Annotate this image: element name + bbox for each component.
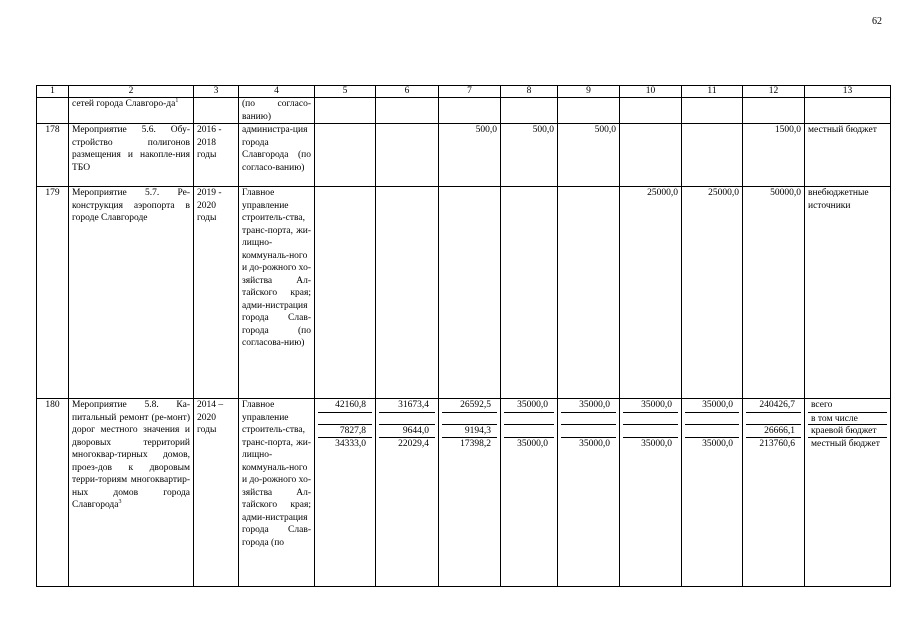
column-number-row — [37, 86, 891, 98]
col-header-9: 9 — [558, 86, 620, 98]
values-col-12: 240426,7 26666,1 213760,6 — [743, 399, 805, 587]
executor: Главное управление строитель-ства, транс-порта, жи-лищно-коммуналь-ного и до-рожного хо-зяйства Ал-тайского края; адми-нистрация города Слав-города (по — [239, 399, 315, 587]
values-col-6: 31673,4 9644,0 22029,4 — [376, 399, 439, 587]
table-row-continuation — [37, 98, 891, 124]
col-header-11: 11 — [682, 86, 743, 98]
table-row-180 — [37, 399, 891, 587]
col-header-4: 4 — [239, 86, 315, 98]
value-2017: 500,0 — [501, 124, 558, 187]
measure-name: Мероприятие 5.7. Ре-конструкция аэропорта в городе Славгороде — [69, 187, 194, 399]
row-number: 180 — [37, 399, 69, 587]
table-row-178 — [37, 124, 891, 187]
values-col-7: 26592,5 9194,3 17398,2 — [439, 399, 501, 587]
table-row-179 — [37, 187, 891, 399]
budget-table — [36, 85, 891, 587]
measure-name: Мероприятие 5.8. Ка-питальный ремонт (ре-монт) дорог местного значения и дворовых территорий многоквар-тирных домов, проез-дов к дворовым терри-ториям многоквартир-ных домов города Славгорода$^3$ — [69, 399, 194, 587]
col-header-1: 1 — [37, 86, 69, 98]
executor: Главное управление строитель-ства, транс-порта, жи-лищно-коммуналь-ного и до-рожного хо-зяйства Ал-тайского края; адми-нистрация города Слав-города (по согласова-нию) — [239, 187, 315, 399]
values-col-10: 35000,0 35000,0 — [620, 399, 682, 587]
funding-source: местный бюджет — [805, 124, 891, 187]
executor: администра-ция города Славгорода (по согласо-ванию) — [239, 124, 315, 187]
values-col-8: 35000,0 35000,0 — [501, 399, 558, 587]
value-2018: 500,0 — [558, 124, 620, 187]
value-2016: 500,0 — [439, 124, 501, 187]
row-number: 178 — [37, 124, 69, 187]
value-2019: 25000,0 — [620, 187, 682, 399]
page-number: 62 — [872, 16, 882, 27]
period-years: 2016 - 2018 годы — [194, 124, 239, 187]
col-header-6: 6 — [376, 86, 439, 98]
col-header-2: 2 — [69, 86, 194, 98]
value-total: 50000,0 — [743, 187, 805, 399]
col-header-10: 10 — [620, 86, 682, 98]
funding-source: внебюджетные источники — [805, 187, 891, 399]
period-years: 2019 - 2020 годы — [194, 187, 239, 399]
col-header-3: 3 — [194, 86, 239, 98]
values-col-9: 35000,0 35000,0 — [558, 399, 620, 587]
col-header-8: 8 — [501, 86, 558, 98]
value-total: 1500,0 — [743, 124, 805, 187]
value-2020: 25000,0 — [682, 187, 743, 399]
executor: (по согласо-ванию) — [239, 98, 315, 124]
row-number: 179 — [37, 187, 69, 399]
col-header-7: 7 — [439, 86, 501, 98]
measure-name: сетей города Славгоро-$да^1$ — [69, 98, 194, 124]
period-years: 2014 – 2020 годы — [194, 399, 239, 587]
col-header-12: 12 — [743, 86, 805, 98]
values-col-5: 42160,8 7827,8 34333,0 — [315, 399, 376, 587]
col-header-13: 13 — [805, 86, 891, 98]
col-header-5: 5 — [315, 86, 376, 98]
measure-name: Мероприятие 5.6. Обу-стройство полигонов размещения и накопле-ния ТБО — [69, 124, 194, 187]
funding-sources: всего в том числе краевой бюджет местный бюджет — [805, 399, 891, 587]
values-col-11: 35000,0 35000,0 — [682, 399, 743, 587]
